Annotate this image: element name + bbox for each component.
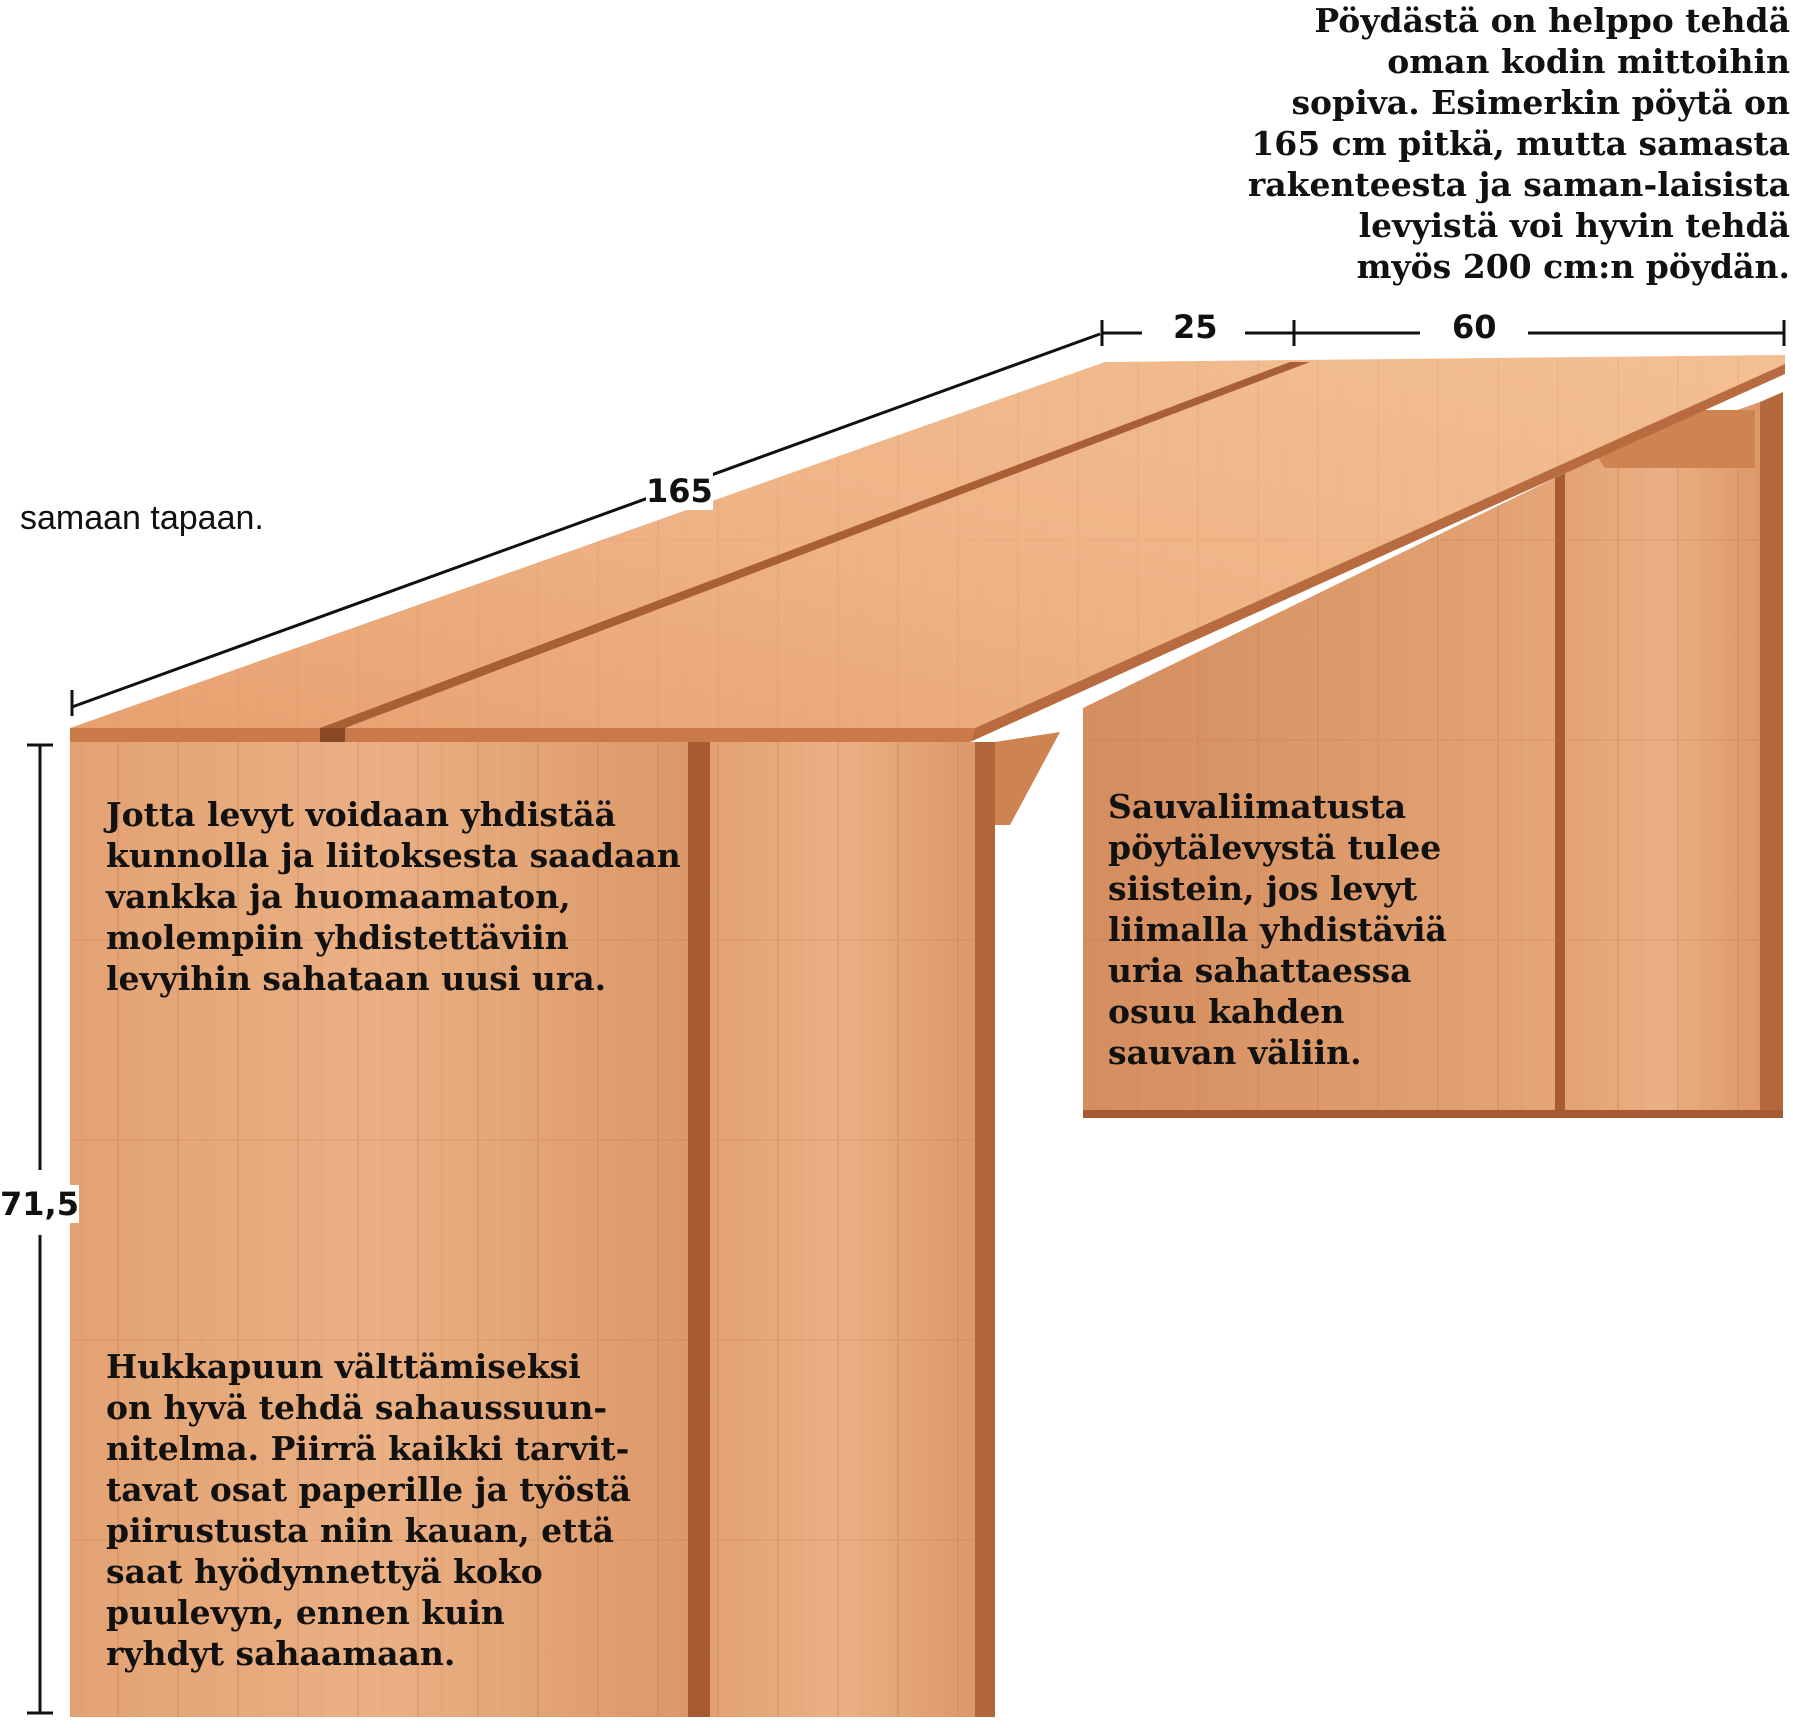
- callout-line: uria sahattaessa: [1108, 951, 1412, 990]
- callout-line: Sauvaliimatusta: [1108, 787, 1407, 826]
- intro-line: Pöydästä on helppo tehdä: [1314, 1, 1790, 40]
- callout-line: kunnolla ja liitoksesta saadaan: [106, 836, 681, 875]
- intro-line: 165 cm pitkä, mutta samasta: [1251, 124, 1790, 163]
- callout-line: vankka ja huomaamaton,: [106, 877, 571, 916]
- callout-line: saat hyödynnettyä koko: [106, 1552, 543, 1591]
- callout-line: ryhdyt sahaamaan.: [106, 1634, 456, 1673]
- dimension-depth-a: 25: [1173, 308, 1218, 346]
- callout-line: nitelma. Piirrä kaikki tarvit-: [106, 1429, 630, 1468]
- left-note: samaan tapaan.: [20, 499, 264, 537]
- intro-line: oman kodin mittoihin: [1387, 42, 1790, 81]
- dimension-depth-b: 60: [1452, 308, 1497, 346]
- intro-text: [1180, 0, 1790, 287]
- callout-line: osuu kahden: [1108, 992, 1345, 1031]
- intro-line: levyistä voi hyvin tehdä: [1358, 206, 1790, 245]
- callout-cut-plan: [106, 1346, 666, 1674]
- callout-line: pöytälevystä tulee: [1108, 828, 1442, 867]
- callout-line: molempiin yhdistettäviin: [106, 918, 569, 957]
- callout-line: on hyvä tehdä sahaussuun-: [106, 1388, 608, 1427]
- dimension-length: 165: [646, 472, 713, 510]
- callout-line: tavat osat paperille ja työstä: [106, 1470, 632, 1509]
- callout-line: puulevyn, ennen kuin: [106, 1593, 505, 1632]
- callout-line: siistein, jos levyt: [1108, 869, 1418, 908]
- callout-line: liimalla yhdistäviä: [1108, 910, 1447, 949]
- front-leg-right: [710, 732, 1060, 1717]
- dimension-height: 71,5: [0, 1185, 79, 1223]
- callout-line: sauvan väliin.: [1108, 1033, 1362, 1072]
- callout-line: Jotta levyt voidaan yhdistää: [106, 795, 617, 834]
- callout-glued-top: [1108, 786, 1558, 1073]
- intro-line: rakenteesta ja saman-laisista: [1247, 165, 1790, 204]
- callout-line: levyihin sahataan uusi ura.: [106, 959, 607, 998]
- callout-joint: [106, 794, 706, 999]
- intro-line: myös 200 cm:n pöydän.: [1356, 247, 1790, 286]
- intro-line: sopiva. Esimerkin pöytä on: [1291, 83, 1790, 122]
- callout-line: piirustusta niin kauan, että: [106, 1511, 615, 1550]
- callout-line: Hukkapuun välttämiseksi: [106, 1347, 581, 1386]
